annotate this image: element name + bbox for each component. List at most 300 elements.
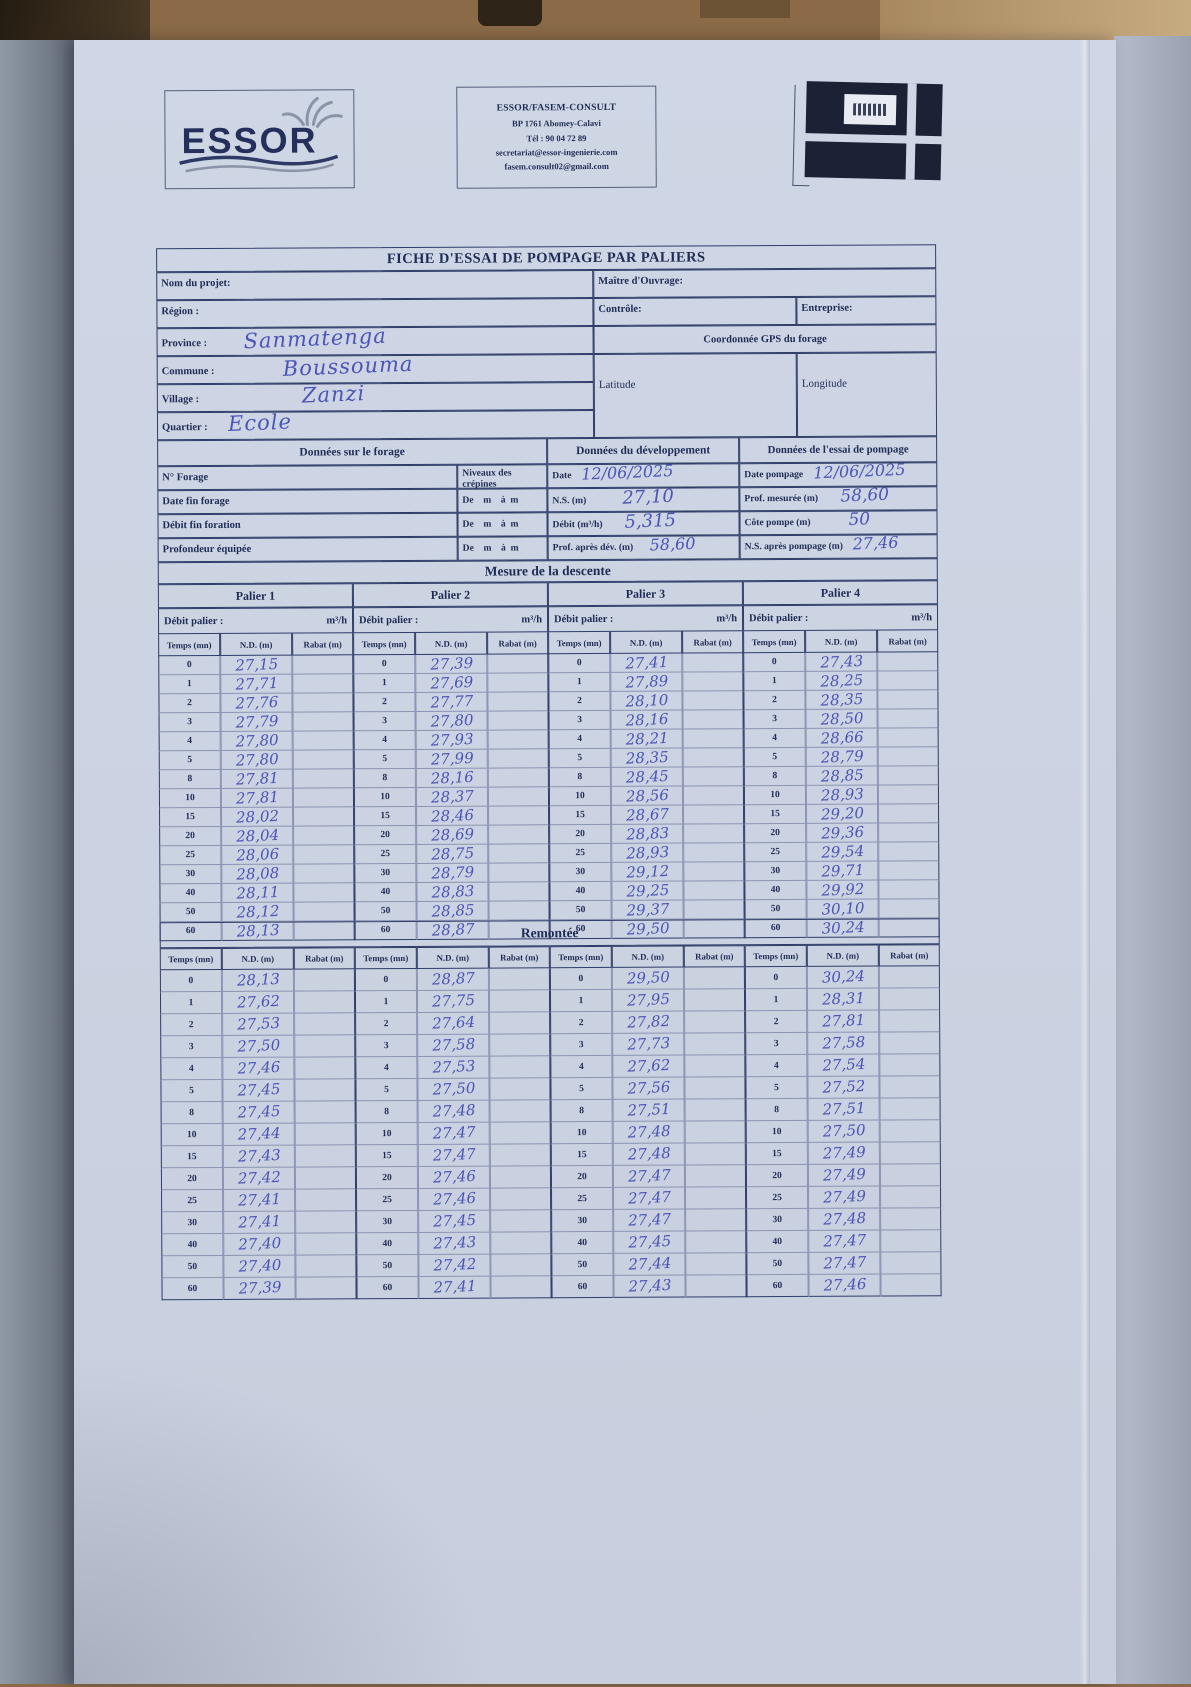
nd-handwritten-value: 28,25	[819, 670, 864, 691]
measurement-row	[744, 861, 939, 881]
measurement-row	[746, 1164, 941, 1187]
time-value: 40	[380, 887, 391, 898]
photo-background-patch	[478, 0, 542, 26]
debit-unit-label: m³/h	[716, 612, 738, 624]
rabat-cell	[294, 1035, 355, 1057]
nd-cell	[223, 1102, 295, 1124]
palier-column	[158, 583, 355, 941]
gps-header-cell	[593, 324, 936, 354]
dev-prof-handwritten: 58,60	[648, 533, 696, 555]
nd-handwritten-value: 27,41	[432, 1276, 477, 1297]
nd-cell	[416, 731, 488, 750]
time-value: 60	[577, 1281, 588, 1292]
nd-handwritten-value: 27,64	[431, 1012, 475, 1033]
rabat-cell	[293, 712, 354, 731]
measurement-row	[550, 1033, 745, 1056]
nd-handwritten-value: 27,47	[431, 1122, 476, 1143]
rabat-cell	[295, 1167, 356, 1189]
nd-cell	[418, 1189, 490, 1211]
nd-cell	[223, 1234, 295, 1256]
time-cell	[745, 1077, 807, 1099]
col-header: Rabat (m)	[305, 953, 344, 964]
controle-field	[593, 297, 796, 326]
measurement-row	[158, 693, 353, 713]
time-cell	[549, 787, 611, 806]
essor-logo-box	[164, 89, 355, 189]
nd-cell	[610, 654, 682, 673]
time-value: 1	[773, 994, 779, 1005]
time-cell	[551, 1166, 613, 1188]
dev-prof-field	[548, 535, 740, 560]
nd-handwritten-value: 27,44	[627, 1253, 672, 1274]
measurement-row	[354, 787, 549, 807]
gps-header: Coordonnée GPS du forage	[703, 333, 827, 345]
measurement-row	[549, 710, 744, 730]
nd-handwritten-value: 27,58	[431, 1034, 476, 1055]
nd-cell	[222, 1036, 294, 1058]
time-cell	[549, 730, 611, 749]
nd-handwritten-value: 27,39	[237, 1277, 282, 1298]
measurement-row	[354, 806, 549, 826]
time-value: 3	[188, 1041, 194, 1052]
nd-handwritten-value: 27,54	[821, 1054, 866, 1075]
time-cell	[160, 1080, 222, 1102]
nd-handwritten-value: 27,40	[237, 1233, 282, 1254]
nd-cell	[613, 1232, 685, 1254]
rabat-cell	[879, 1032, 940, 1054]
time-value: 60	[772, 1280, 783, 1291]
time-cell	[160, 1036, 222, 1058]
col-header: Temps (mn)	[751, 636, 797, 647]
developpement-section-title: Données du développement	[576, 444, 711, 458]
essai-prof-handwritten: 58,60	[839, 484, 890, 507]
rabat-cell	[880, 1230, 941, 1252]
time-value: 5	[579, 1083, 584, 1094]
nd-handwritten-value: 28,35	[624, 747, 669, 768]
remontee-form	[160, 918, 942, 1306]
nd-cell	[220, 675, 292, 694]
time-cell	[159, 751, 221, 770]
nd-cell	[417, 1079, 489, 1101]
nd-handwritten-value: 27,47	[431, 1144, 476, 1165]
time-value: 50	[770, 904, 781, 915]
time-cell	[356, 1189, 418, 1211]
col-header-cell	[805, 631, 877, 653]
nd-handwritten-value: 28,85	[820, 765, 864, 786]
col-header: N.D. (m)	[629, 637, 663, 648]
time-value: 8	[189, 1107, 195, 1118]
dev-debit-label: Débit (m³/h)	[552, 518, 603, 531]
rabat-cell	[683, 748, 744, 767]
rabat-cell	[685, 1143, 746, 1165]
rabat-cell	[879, 988, 940, 1010]
essai-date-label: Date pompage	[744, 468, 804, 481]
rabat-cell	[683, 843, 744, 862]
col-header-cell	[745, 945, 807, 967]
nd-cell	[223, 1256, 295, 1278]
time-cell	[355, 1013, 417, 1035]
col-header: Rabat (m)	[890, 950, 929, 961]
rabat-cell	[683, 729, 744, 748]
rabat-cell	[878, 861, 939, 880]
measurement-row	[356, 1166, 551, 1189]
rabat-cell	[488, 882, 549, 901]
col-header-cell	[417, 947, 489, 969]
nd-cell	[806, 843, 878, 862]
quartier-field	[157, 410, 594, 440]
nd-cell	[806, 767, 878, 786]
debit-unit-label: m³/h	[911, 611, 933, 623]
photo-left-edge	[0, 40, 76, 1684]
measurement-row	[355, 1034, 550, 1057]
time-value: 0	[773, 972, 779, 983]
measurement-row	[356, 1254, 551, 1277]
measurement-row	[746, 1274, 941, 1297]
nd-handwritten-value: 29,20	[820, 803, 864, 824]
palier-column	[160, 947, 357, 1300]
time-value: 15	[382, 1150, 392, 1161]
time-cell	[355, 1057, 417, 1079]
nd-handwritten-value: 28,16	[430, 767, 474, 788]
rabat-cell	[880, 1252, 941, 1274]
rabat-cell	[880, 1186, 941, 1208]
nd-handwritten-value: 27,89	[624, 671, 669, 692]
nd-cell	[222, 903, 294, 922]
controle-label: Contrôle:	[598, 303, 642, 315]
time-cell	[354, 864, 416, 883]
time-value: 20	[380, 830, 390, 841]
measurement-row	[744, 823, 939, 843]
time-cell	[355, 969, 417, 991]
measurement-row	[161, 1189, 356, 1212]
village-label: Village :	[161, 394, 200, 406]
time-value: 8	[577, 772, 583, 783]
time-cell	[743, 653, 805, 672]
debit-unit-label: m³/h	[326, 614, 348, 626]
palier-name-cell	[743, 580, 938, 605]
nd-cell	[613, 1254, 685, 1276]
rabat-cell	[684, 1055, 745, 1077]
profondeur-equipee-label: Profondeur équipée	[162, 543, 252, 556]
nd-handwritten-value: 27,41	[237, 1211, 281, 1232]
nd-handwritten-value: 29,36	[820, 822, 864, 843]
rabat-cell	[488, 730, 549, 749]
niveaux-crepines-label: Niveaux des crépines	[462, 467, 512, 490]
time-value: 1	[188, 997, 194, 1008]
dev-debit-field	[547, 511, 739, 536]
measurement-row	[746, 1098, 941, 1121]
measurement-row	[161, 1233, 356, 1256]
nd-cell	[611, 806, 683, 825]
nd-handwritten-value: 27,71	[234, 673, 279, 694]
nd-handwritten-value: 28,79	[819, 746, 864, 767]
time-value: 8	[579, 1105, 585, 1116]
time-value: 60	[380, 925, 391, 936]
time-cell	[160, 1014, 222, 1036]
time-value: 40	[772, 1236, 783, 1247]
nd-handwritten-value: 27,43	[819, 651, 864, 672]
col-header: N.D. (m)	[436, 952, 470, 963]
measurement-row	[161, 1101, 356, 1124]
nd-cell	[418, 1123, 490, 1145]
col-header: Rabat (m)	[498, 637, 537, 649]
time-cell	[158, 675, 220, 694]
time-cell	[548, 673, 610, 692]
nd-cell	[416, 788, 488, 807]
rabat-cell	[295, 1233, 356, 1255]
nd-handwritten-value: 27,82	[626, 1011, 670, 1032]
measurement-row	[353, 673, 548, 693]
nd-cell	[416, 826, 488, 845]
measurement-row	[160, 969, 355, 992]
nd-cell	[611, 825, 683, 844]
time-cell	[354, 883, 416, 902]
stamp-illegible-text	[853, 103, 887, 116]
photo-background-patch	[700, 0, 790, 18]
measurement-row	[745, 966, 940, 989]
nd-handwritten-value: 27,45	[432, 1210, 476, 1231]
nd-handwritten-value: 28,66	[819, 727, 864, 748]
palier-header-row	[355, 946, 550, 969]
company-phone: Tél : 90 04 72 89	[526, 132, 587, 143]
nd-handwritten-value: 27,45	[627, 1231, 672, 1252]
rabat-cell	[880, 1142, 941, 1164]
quartier-label: Quartier :	[161, 422, 208, 434]
time-value: 60	[187, 1283, 198, 1294]
time-cell	[159, 713, 221, 732]
col-header-cell	[220, 634, 292, 656]
measurement-row	[549, 786, 744, 806]
rabat-cell	[489, 1078, 550, 1100]
measurement-row	[549, 843, 744, 863]
essai-cote-handwritten: 50	[848, 509, 871, 531]
measurement-row	[745, 899, 940, 919]
time-value: 25	[577, 1193, 587, 1204]
measurement-row	[549, 748, 744, 768]
col-header-cell	[294, 947, 355, 969]
time-cell	[160, 992, 222, 1014]
nd-handwritten-value: 27,75	[431, 990, 475, 1011]
nd-cell	[417, 991, 489, 1013]
col-header: Temps (mn)	[361, 638, 407, 649]
rabat-cell	[294, 1013, 355, 1035]
time-value: 50	[577, 1259, 588, 1270]
nd-cell	[416, 769, 488, 788]
measurement-row	[551, 1187, 746, 1210]
nd-handwritten-value: 29,54	[820, 841, 865, 862]
rabat-cell	[489, 1034, 550, 1056]
village-field	[157, 382, 594, 412]
measurement-row	[549, 824, 744, 844]
nd-cell	[805, 691, 877, 710]
rabat-cell	[684, 1033, 745, 1055]
rabat-cell	[292, 693, 353, 712]
debit-palier-cell	[743, 604, 938, 631]
measurement-row	[745, 1032, 940, 1055]
palier-name: Palier 4	[820, 585, 861, 600]
time-cell	[158, 656, 220, 675]
nd-cell	[611, 844, 683, 863]
time-cell	[160, 1058, 222, 1080]
time-cell	[746, 1143, 808, 1165]
measurement-row	[353, 654, 548, 674]
maitre-ouvrage-label: Maître d'Ouvrage:	[598, 275, 683, 287]
nd-handwritten-value: 28,56	[625, 785, 669, 806]
time-cell	[551, 1100, 613, 1122]
time-value: 4	[772, 733, 778, 744]
measurement-row	[744, 747, 939, 767]
time-cell	[161, 1256, 223, 1278]
nd-cell	[417, 1057, 489, 1079]
nom-du-projet-field	[156, 270, 593, 300]
col-header: Rabat (m)	[888, 635, 927, 646]
dev-ns-field	[547, 487, 739, 512]
rabat-cell	[685, 1231, 746, 1253]
rabat-cell	[683, 881, 744, 900]
nd-handwritten-value: 27,49	[821, 1142, 866, 1163]
measurement-row	[743, 690, 938, 710]
quartier-handwritten-value: Ecole	[227, 409, 292, 437]
time-cell	[744, 767, 806, 786]
col-header: Rabat (m)	[693, 636, 732, 647]
time-value: 8	[384, 1106, 390, 1117]
nd-cell	[612, 1012, 684, 1034]
measurement-row	[354, 711, 549, 731]
de-m-a-m-label: De m à m	[462, 542, 519, 554]
nd-cell	[222, 1058, 294, 1080]
measurement-row	[355, 901, 550, 921]
measurement-row	[745, 1054, 940, 1077]
time-value: 1	[383, 996, 389, 1007]
col-header-cell	[879, 944, 940, 966]
time-cell	[159, 846, 221, 865]
nd-handwritten-value: 28,04	[235, 825, 279, 846]
dev-prof-label: Prof. après dév. (m)	[552, 541, 634, 554]
rabat-cell	[878, 728, 939, 747]
rabat-cell	[683, 805, 744, 824]
region-label: Région :	[161, 306, 200, 318]
rabat-cell	[684, 967, 745, 989]
rabat-cell	[488, 768, 549, 787]
time-cell	[161, 1102, 223, 1124]
nd-cell	[806, 862, 878, 881]
time-value: 3	[383, 1040, 389, 1051]
palier-header-row	[745, 944, 940, 967]
nd-handwritten-value: 28,21	[624, 728, 669, 749]
time-cell	[745, 1011, 807, 1033]
rabat-cell	[293, 826, 354, 845]
col-header: Rabat (m)	[500, 952, 539, 963]
nd-cell	[417, 1013, 489, 1035]
nd-cell	[222, 1014, 294, 1036]
time-value: 20	[770, 828, 780, 839]
measurement-row	[551, 1209, 746, 1232]
time-cell	[746, 1253, 808, 1275]
time-value: 0	[576, 658, 582, 669]
rabat-cell	[295, 1101, 356, 1123]
time-cell	[356, 1101, 418, 1123]
time-value: 15	[575, 810, 585, 821]
rabat-cell	[295, 1123, 356, 1145]
time-cell	[744, 824, 806, 843]
essai-ns-handwritten: 27,46	[852, 532, 900, 554]
nd-cell	[613, 1188, 685, 1210]
measurement-row	[159, 788, 354, 808]
time-value: 3	[772, 714, 777, 725]
rabat-cell	[490, 1210, 551, 1232]
rabat-cell	[684, 1077, 745, 1099]
measurement-row	[746, 1186, 941, 1209]
col-header: N.D. (m)	[434, 638, 468, 649]
time-value: 2	[773, 1016, 779, 1027]
essai-ns-label: N.S. après pompage (m)	[744, 540, 844, 553]
measurement-row	[550, 967, 745, 990]
time-value: 0	[771, 657, 777, 668]
time-cell	[549, 863, 611, 882]
nd-handwritten-value: 27,49	[822, 1164, 866, 1185]
nd-handwritten-value: 27,50	[821, 1120, 866, 1141]
time-value: 40	[185, 888, 196, 899]
date-fin-forage-label: Date fin forage	[162, 495, 230, 508]
measurement-row	[549, 881, 744, 901]
nd-cell	[416, 883, 488, 902]
time-value: 30	[382, 1216, 392, 1227]
nd-cell	[613, 1166, 685, 1188]
nd-cell	[416, 750, 488, 769]
rabat-cell	[488, 863, 549, 882]
nd-handwritten-value: 27,44	[236, 1123, 281, 1144]
essai-prof-field	[739, 486, 937, 511]
measurement-row	[551, 1143, 746, 1166]
col-header: N.D. (m)	[824, 636, 858, 647]
nd-cell	[611, 730, 683, 749]
time-value: 5	[384, 1084, 389, 1095]
stamp-label-box	[844, 94, 897, 125]
time-cell	[551, 1144, 613, 1166]
rabat-cell	[293, 788, 354, 807]
col-header-cell	[684, 945, 745, 967]
col-header: N.D. (m)	[631, 951, 665, 962]
dev-ns-handwritten: 27,10	[621, 485, 675, 509]
time-value: 3	[577, 715, 582, 726]
measurement-row	[745, 1010, 940, 1033]
time-cell	[355, 1079, 417, 1101]
nd-handwritten-value: 28,83	[625, 823, 669, 844]
measurement-row	[355, 1056, 550, 1079]
nd-handwritten-value: 29,71	[820, 860, 865, 881]
time-cell	[549, 844, 611, 863]
col-header: N.D. (m)	[241, 953, 275, 964]
measurement-row	[356, 1122, 551, 1145]
measurement-row	[551, 1165, 746, 1188]
essai-section-title: Données de l'essai de pompage	[767, 443, 909, 457]
time-cell	[549, 825, 611, 844]
nd-handwritten-value: 28,87	[431, 968, 475, 989]
time-cell	[161, 1146, 223, 1168]
nd-cell	[223, 1168, 295, 1190]
province-field	[157, 323, 594, 356]
nd-cell	[612, 968, 684, 990]
measurement-row	[355, 1078, 550, 1101]
palier-column	[355, 946, 552, 1299]
dev-debit-handwritten: 5,315	[624, 509, 677, 533]
rabat-cell	[487, 673, 548, 692]
nd-handwritten-value: 27,42	[237, 1167, 281, 1188]
nd-cell	[611, 711, 683, 730]
col-header-cell	[489, 946, 550, 968]
rabat-cell	[877, 690, 938, 709]
measurement-row	[355, 990, 550, 1013]
